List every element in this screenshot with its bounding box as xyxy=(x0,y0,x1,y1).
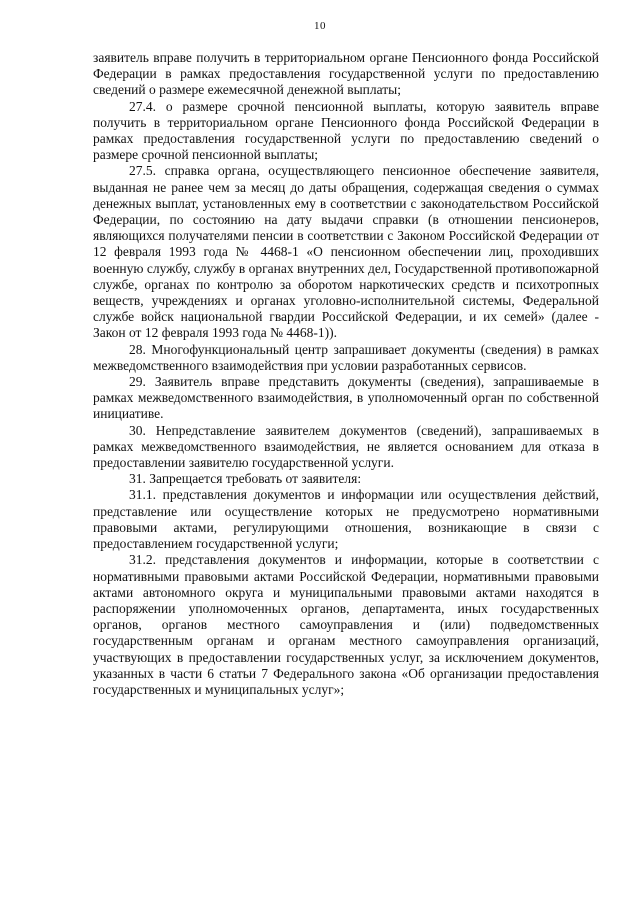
paragraph-31-2: 31.2. представления документов и информации, которые в соответствии с нормативными правовыми актами Российской Федерации, нормативными правовыми актами автономного округа и муниципальными правовыми актами находятся в распоряжении уполномоченных органов, департамента, иных государственных органов, органов местного самоуправления и (или) подведомственных государственным органам и органам местного самоуправления организаций, участвующих в предоставлении государственных услуг, за исключением документов, указанных в части 6 статьи 7 Федерального закона «Об организации предоставления государственных и муниципальных услуг»; xyxy=(93,552,599,697)
page-number: 10 xyxy=(314,20,326,32)
paragraph-28: 28. Многофункциональный центр запрашивает документы (сведения) в рамках межведомственного взаимодействия при условии разработанных сервисов. xyxy=(93,341,599,373)
document-body xyxy=(93,50,599,698)
paragraph-27-3-continuation: заявитель вправе получить в территориальном органе Пенсионного фонда Российской Федерации в рамках предоставления государственной услуги по предоставлению сведений о размере ежемесячной денежной выплаты; xyxy=(93,50,599,98)
paragraph-27-4: 27.4. о размере срочной пенсионной выплаты, которую заявитель вправе получить в территориальном органе Пенсионного фонда Российской Федерации в рамках предоставления государственной услуги по предоставлению сведений о размере срочной пенсионной выплаты; xyxy=(93,98,599,163)
paragraph-27-5: 27.5. справка органа, осуществляющего пенсионное обеспечение заявителя, выданная не ранее чем за месяц до даты обращения, содержащая сведения о суммах денежных выплат, установленных ему в соответствии с законодательством Российской Федерации, по состоянию на дату выдачи справки (в отношении пенсионеров, являющихся получателями пенсии в соответствии с Законом Российской Федерации от 12 февраля 1993 года № 4468-1 «О пенсионном обеспечении лиц, проходивших военную службу, службу в органах внутренних дел, Государственной противопожарной службе, органах по контролю за оборотом наркотических средств и психотропных веществ, учреждениях и органах уголовно-исполнительной системы, Федеральной службе войск национальной гвардии Российской Федерации, и их семей» (далее - Закон от 12 февраля 1993 года № 4468-1)). xyxy=(93,163,599,341)
paragraph-29: 29. Заявитель вправе представить документы (сведения), запрашиваемые в рамках межведомственного взаимодействия, в уполномоченный орган по собственной инициативе. xyxy=(93,374,599,422)
paragraph-31-1: 31.1. представления документов и информации или осуществления действий, представление или осуществление которых не предусмотрено нормативными правовыми актами, регулирующими отношения, возникающие в связи с предоставлением государственной услуги; xyxy=(93,487,599,552)
paragraph-30: 30. Непредставление заявителем документов (сведений), запрашиваемых в рамках межведомственного взаимодействия, не является основанием для отказа в предоставлении заявителю государственной услуги. xyxy=(93,422,599,471)
paragraph-31: 31. Запрещается требовать от заявителя: xyxy=(129,471,362,487)
